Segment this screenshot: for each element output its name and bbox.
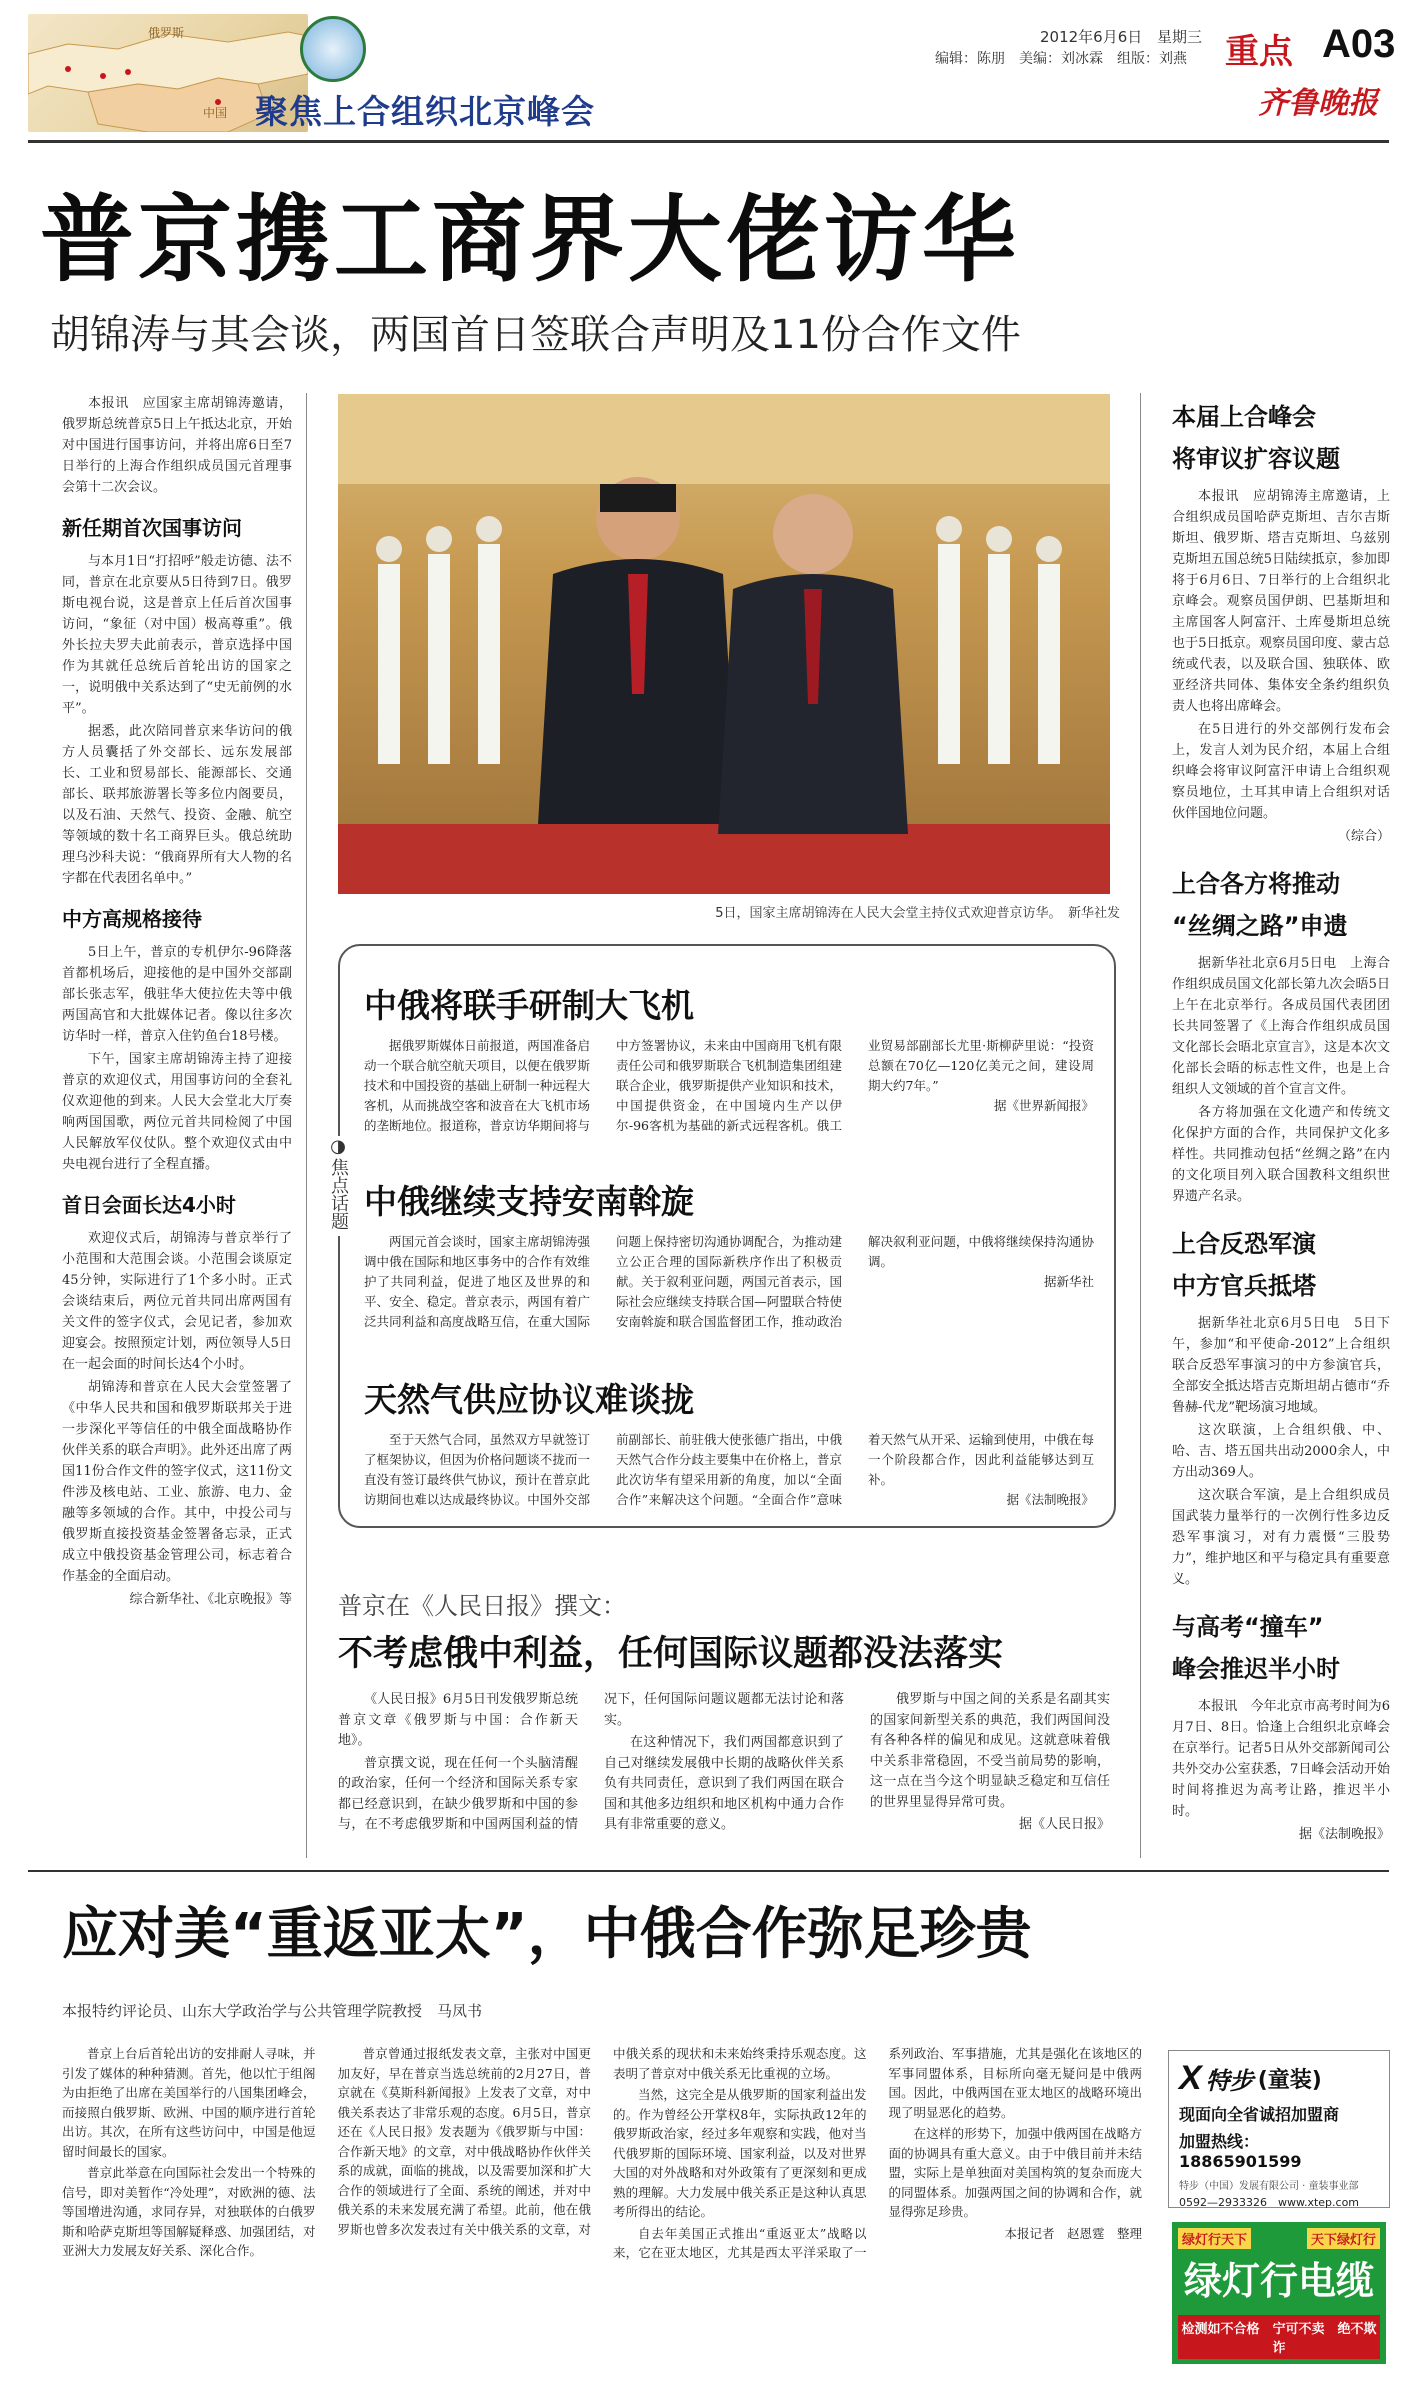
- right-paragraph: 本报讯 今年北京市高考时间为6月7日、8日。恰逢上合组织北京峰会在京举行。记者5日从外交部新闻司公共外交办公室获悉，7日峰会活动开始时间将推迟为高考让路，推迟半小时。: [1172, 1699, 1390, 1819]
- left-paragraph: 下午，国家主席胡锦涛主持了迎接普京的欢迎仪式，用国事访问的全套礼仪欢迎他的到来。人民大会堂北大厅奏响两国国歌，两位元首共同检阅了中国人民解放军仪仗队。整个欢迎仪式由中央电视台进行了全程直播。: [62, 1052, 292, 1172]
- photo-caption: 5日，国家主席胡锦涛在人民大会堂主持仪式欢迎普京访华。 新华社发: [715, 906, 1120, 921]
- right-story-title-2: 上合各方将推动 “丝绸之路”申遗: [1172, 870, 1348, 940]
- cable-title: 绿灯行电缆: [1183, 2259, 1374, 2303]
- right-source: 据《法制晚报》: [1298, 1827, 1390, 1842]
- xtep-phone: 0592—2933326 www.xtep.com: [1179, 2196, 1360, 2209]
- xtep-tag: (童装): [1257, 2068, 1322, 2093]
- sco-emblem-icon: [300, 16, 366, 82]
- left-column-divider: [306, 393, 307, 1858]
- right-story-title-1: 本届上合峰会 将审议扩容议题: [1172, 403, 1340, 473]
- putin-title: 不考虑俄中利益，任何国际议题都没法落实: [338, 1634, 1004, 1674]
- left-source: 综合新华社、《北京晚报》等: [129, 1592, 292, 1607]
- focus-story-source-3: 据《法制晚报》: [1006, 1492, 1094, 1507]
- ad-xtep[interactable]: [1168, 2050, 1390, 2208]
- left-column: [62, 393, 292, 1612]
- left-paragraph: 据悉，此次陪同普京来华访问的俄方人员囊括了外交部长、远东发展部长、工业和贸易部长、能源部长、交通部长、联邦旅游署长等多位内阁要员，以及石油、天然气、投资、金融、航空等领域的数十名工商界巨头。俄总统助理乌沙科夫说：“俄商界所有大人物的名字都在代表团名单中。”: [62, 724, 292, 886]
- focus-box: [328, 944, 1116, 1528]
- focus-bullet-icon: ◑: [330, 1136, 346, 1157]
- right-paragraph: 据新华社北京6月5日电 上海合作组织成员国文化部长第九次会晤5日上午在北京举行。各成员国代表团团长共同签署了《上海合作组织成员国文化部长会晤北京宣言》，这是本次文化部长会晤的标志性文件，也是上合组织人文领域的首个宣言文件。: [1172, 956, 1390, 1097]
- focus-story-title-1: 中俄将联手研制大飞机: [364, 986, 694, 1025]
- right-paragraph: 各方将加强在文化遗产和传统文化保护方面的合作，共同保护文化多样性。共同推动包括“丝绸之路”在内的文化项目列入联合国教科文组织世界遗产名录。: [1172, 1105, 1390, 1204]
- right-paragraph: 在5日进行的外交部例行发布会上，发言人刘为民介绍，本届上合组织峰会将审议阿富汗申请上合组织观察员地位，土耳其申请上合组织对话伙伴国地位问题。: [1172, 722, 1390, 821]
- putin-paragraph: 俄罗斯与中国之间的关系是名副其实的国家间新型关系的典范，我们两国间没有各种各样的偏见和成见。这就意味着俄中关系非常稳固，不受当前局势的影响，这一点在当今这个明显缺乏稳定和互信任的世界里显得异常可贵。: [870, 1692, 1110, 1810]
- masthead: [0, 0, 1417, 140]
- putin-paragraph: 《人民日报》6月5日刊发俄罗斯总统普京文章《俄罗斯与中国：合作新天地》。: [338, 1692, 578, 1748]
- cable-footer: 检测如不合格 宁可不卖 绝不欺诈: [1178, 2315, 1380, 2359]
- page-number: A03: [1322, 22, 1396, 66]
- right-paragraph: 本报讯 应胡锦涛主席邀请，上合组织成员国哈萨克斯坦、吉尔吉斯斯坦、俄罗斯、塔吉克斯坦、乌兹别克斯坦五国总统5日陆续抵京，参加即将于6月6日、7日举行的上合组织北京峰会。观察员国伊朗、巴基斯坦和主席国客人阿富汗、土库曼斯坦总统也于5日抵京。观察员国印度、蒙古总统或代表，以及联合国、独联体、欧亚经济共同体、集体安全条约组织负责人也将出席峰会。: [1172, 489, 1390, 714]
- putin-source: 据《人民日报》: [1018, 1817, 1110, 1832]
- commentary-paragraph: 普京此举意在向国际社会发出一个特殊的信号，即对美暂作“冷处理”，对欧洲的德、法等国增进沟通，求同存异，对独联体的白俄罗斯和哈萨克斯坦等国解疑释惑、加强团结，对亚洲大力发展友好关系、深化合作。: [62, 2165, 316, 2258]
- right-paragraph: 这次联演，上合组织俄、中、哈、吉、塔五国共出动2000余人，中方出动369人。: [1172, 1423, 1390, 1480]
- xtep-company: 特步（中国）发展有限公司 · 童装事业部: [1179, 2181, 1359, 2192]
- commentary-paragraph: 普京上台后首轮出访的安排耐人寻味，并引发了媒体的种种猜测。首先，他以忙于组阁为由拒绝了出席在美国举行的八国集团峰会，而接照白俄罗斯、欧洲、中国的顺序进行首轮出访。其次，在所有这些访问中，中国是他逗留时间最长的国家。: [62, 2046, 316, 2159]
- putin-paragraph: 普京撰文说，现在任何一个头脑清醒的政治家，任何一个经济和国际关系专家都已经意识到，在缺少俄罗斯和中国的参与，在不考虑俄罗斯和中国两国利益的情况下，任何国际问题议题都无法讨论和落实。: [338, 1692, 844, 1832]
- paper-logo: 齐鲁晚报: [1258, 86, 1378, 121]
- focus-story-source-2: 据新华社: [1043, 1274, 1094, 1289]
- commentary-paragraph: 普京曾通过报纸发表文章，主张对中国更加友好，早在普京当选总统前的2月27日，普京就在《莫斯科新闻报》上发表了文章，对中俄关系表达了非常乐观的态度。6月5日，普京还在《人民日报》发表题为《俄罗斯与中国：合作新天地》的文章，对中俄战略协作伙伴关系的成就，面临的挑战，以及需要加深和扩大合作的领域进行了全面、系统的阐述，并对中俄关系的未来发展充满了希望。此前，他在俄罗斯也曾多次发表过有关中俄关系的文章，对中俄关系的现状和未来始终秉持乐观态度。这表明了普京对中俄关系无比重视的立场。: [337, 2046, 867, 2237]
- left-subhead-3: 首日会面长达4小时: [62, 1193, 236, 1217]
- commentary-title: 应对美“重返亚太”，中俄合作弥足珍贵: [62, 1902, 1032, 1967]
- right-paragraph: 这次联合军演，是上合组织成员国武装力量举行的一次例行性多边反恐军事演习，对有力震慑“三股势力”，维护地区和平与稳定具有重要意义。: [1172, 1488, 1390, 1587]
- left-paragraph: 5日上午，普京的专机伊尔-96降落首都机场后，迎接他的是中国外交部副部长张志军，俄驻华大使拉佐夫等中俄两国高官和大批媒体记者。像以往多次访华时一样，普京入住钓鱼台18号楼。: [62, 945, 292, 1044]
- commentary-paragraph: 自去年美国正式推出“重返亚太”战略以来，它在亚太地区，尤其是西太平洋采取了一系列政治、军事措施，尤其是强化在该地区的军事同盟体系，目标所向毫无疑问是中俄两国。因此，中俄两国在亚太地区的战略环境出现了明显恶化的趋势。: [613, 2046, 1142, 2260]
- left-paragraph: 胡锦涛和普京在人民大会堂签署了《中华人民共和国和俄罗斯联邦关于进一步深化平等信任的中俄全面战略协作伙伴关系的联合声明》。此外还出席了两国11份合作文件的签字仪式，这11份文件涉及核电站、工业、旅游、电力、金融等多领域的合作。其中，中投公司与俄罗斯直接投资基金签署备忘录，正式成立中俄投资基金管理公司，标志着合作基金的全面启动。: [62, 1380, 292, 1584]
- right-column: [1172, 396, 1390, 1847]
- photo-scene-icon: [338, 394, 1110, 894]
- putin-paragraph: 在这种情况下，我们两国都意识到了自己对继续发展俄中长期的战略伙伴关系负有共同责任，意识到了我们两国在联合国和其他多边组织和地区机构中通力合作具有非常重要的意义。: [604, 1735, 844, 1832]
- xtep-brand: 特步: [1205, 2067, 1254, 2095]
- date-line: [1040, 26, 1202, 47]
- focus-story-body-2: 两国元首会谈时，国家主席胡锦涛强调中俄在国际和地区事务中的合作有效维护了共同利益，促进了地区及世界的和平、安全、稳定。普京表示，两国有着广泛共同利益和高度战略互信，在重大国际问题上保持密切沟通协调配合，为推动建立公正合理的国际新秩序作出了积极贡献。关于叙利亚问题，两国元首表示，国际社会应继续支持联合国—阿盟联合特使安南斡旋和联合国监督团工作，推动政治解决叙利亚问题，中俄将继续保持沟通协调。 据新华社: [364, 1234, 1094, 1329]
- news-photo: [338, 394, 1110, 894]
- intro-paragraph: 本报讯 应国家主席胡锦涛邀请，俄罗斯总统普京5日上午抵达北京，开始对中国进行国事访问，并将出席6日至7日举行的上海合作组织成员国元首理事会第十二次会议。: [62, 396, 292, 495]
- xtep-logo-icon: X: [1179, 2059, 1202, 2097]
- right-paragraph: 据新华社北京6月5日电 5日下午，参加“和平使命-2012”上合组织联合反恐军事演习的中方参演官兵，全部安全抵达塔吉克斯坦胡占德市“乔鲁赫-代龙”靶场演习地域。: [1172, 1316, 1390, 1415]
- focus-story-source-1: 据《世界新闻报》: [993, 1098, 1094, 1113]
- headline-title: 普京携工商界大佬访华: [40, 186, 1021, 295]
- cable-tag-1: 绿灯行天下: [1178, 2228, 1251, 2249]
- map-label-russia: 俄罗斯: [148, 26, 185, 40]
- focus-story-body-3: 至于天然气合同，虽然双方早就签订了框架协议，但因为价格问题谈不拢而一直没有签订最终供气协议，预计在普京此访期间也难以达成最终协议。中国外交部前副部长、前驻俄大使张德广指出，中俄天然气合作分歧主要集中在价格上，普京此次访华有望采用新的角度，加以“全面合作”来解决这个问题。“全面合作”意味着天然气从开采、运输到使用，中俄在每一个阶段都合作，因此利益能够达到互补。 据《法制晚报》: [364, 1430, 1094, 1518]
- right-story-title-3: 上合反恐军演 中方官兵抵塔: [1172, 1230, 1316, 1300]
- commentary-body: [62, 2044, 1142, 2362]
- commentary-author-note: 本报记者 赵恩霆 整理: [1004, 2225, 1142, 2241]
- map-label-china: 中国: [203, 106, 228, 120]
- staff-line: 编辑：陈朋 美编：刘冰霖 组版：刘燕: [935, 51, 1187, 67]
- right-source: （综合）: [1337, 829, 1390, 844]
- issue-weekday: 星期三: [1157, 28, 1203, 46]
- xtep-hotline: 加盟热线：18865901599: [1179, 2132, 1302, 2171]
- ad-cable[interactable]: [1172, 2222, 1386, 2364]
- focus-story-body-1: 据俄罗斯媒体日前报道，两国准备启动一个联合航空航天项目，以便在俄罗斯技术和中国投资的基础上研制一种远程大客机，从而挑战空客和波音在大飞机市场的垄断地位。报道称，普京访华期间将与中方签署协议，未来由中国商用飞机有限责任公司和俄罗斯联合飞机制造集团组建联合企业，俄罗斯提供产业知识和技术，中国提供资金，在中国境内生产以伊尔-96客机为基础的新式远程客机。俄工业贸易部副部长尤里·斯柳萨里说：“投资总额在70亿—120亿美元之间，建设周期大约7年。” 据《世界新闻报》: [364, 1038, 1094, 1133]
- right-story-title-4: 与高考“撞车” 峰会推迟半小时: [1172, 1613, 1340, 1683]
- xtep-recruit: 现面向全省诚招加盟商: [1179, 2105, 1340, 2124]
- focus-label: [324, 1136, 352, 1236]
- section-label: 重点: [1225, 32, 1293, 72]
- left-subhead-2: 中方高规格接待: [62, 907, 202, 931]
- commentary-paragraph: 当然，这完全是从俄罗斯的国家利益出发的。作为曾经公开掌权8年，实际执政12年的俄罗斯政治家，经过多年观察和实践，他对当代俄罗斯的国际环境、国家利益，以及对世界大国的对外战略和对外政策有了更深刻和更成熟的理解。大力发展中俄关系正是这种认真思考所得出的结论。: [613, 2087, 867, 2219]
- commentary-paragraph: 在这样的形势下，加强中俄两国在战略方面的协调具有重大意义。由于中俄目前并未结盟，实际上是单独面对美国构筑的复杂而庞大的同盟体系。加强两国之间的协调和合作，就显得弥足珍贵。: [888, 2126, 1142, 2219]
- left-subhead-1: 新任期首次国事访问: [62, 516, 242, 540]
- putin-body: [338, 1690, 1110, 1860]
- headline-subtitle: 胡锦涛与其会谈，两国首日签联合声明及11份合作文件: [50, 312, 1021, 358]
- focus-story-title-3: 天然气供应协议难谈拢: [364, 1380, 694, 1419]
- issue-date: 2012年6月6日: [1040, 28, 1143, 46]
- cable-tag-2: 天下绿灯行: [1307, 2228, 1380, 2249]
- right-column-divider: [1140, 393, 1141, 1858]
- focus-story-title-2: 中俄继续支持安南斡旋: [364, 1182, 694, 1221]
- section-title: 聚焦上合组织北京峰会: [255, 92, 595, 131]
- focus-label-text: 焦点话题: [328, 1158, 349, 1230]
- left-paragraph: 与本月1日“打招呼”般走访德、法不同，普京在北京要从5日待到7日。俄罗斯电视台说，这是普京上任后首次国事访问，“象征（对中国）极高尊重”。俄外长拉夫罗夫此前表示，普京选择中国作为其就任总统后首轮出访的国家之一，说明俄中关系达到了“史无前例的水平”。: [62, 554, 292, 716]
- commentary-byline: 本报特约评论员、山东大学政治学与公共管理学院教授 马凤书: [62, 2002, 483, 2020]
- putin-kicker: 普京在《人民日报》撰文：: [338, 1592, 626, 1620]
- masthead-rule: [28, 140, 1389, 143]
- left-paragraph: 欢迎仪式后，胡锦涛与普京举行了小范围和大范围会谈。小范围会谈原定45分钟，实际进行了1个多小时。正式会谈结束后，两位元首共同出席两国有关文件的签字仪式，会见记者，参加欢迎宴会。按照预定计划，两位领导人5日在一起会面的时间长达4个小时。: [62, 1231, 292, 1372]
- commentary-top-rule: [28, 1870, 1389, 1872]
